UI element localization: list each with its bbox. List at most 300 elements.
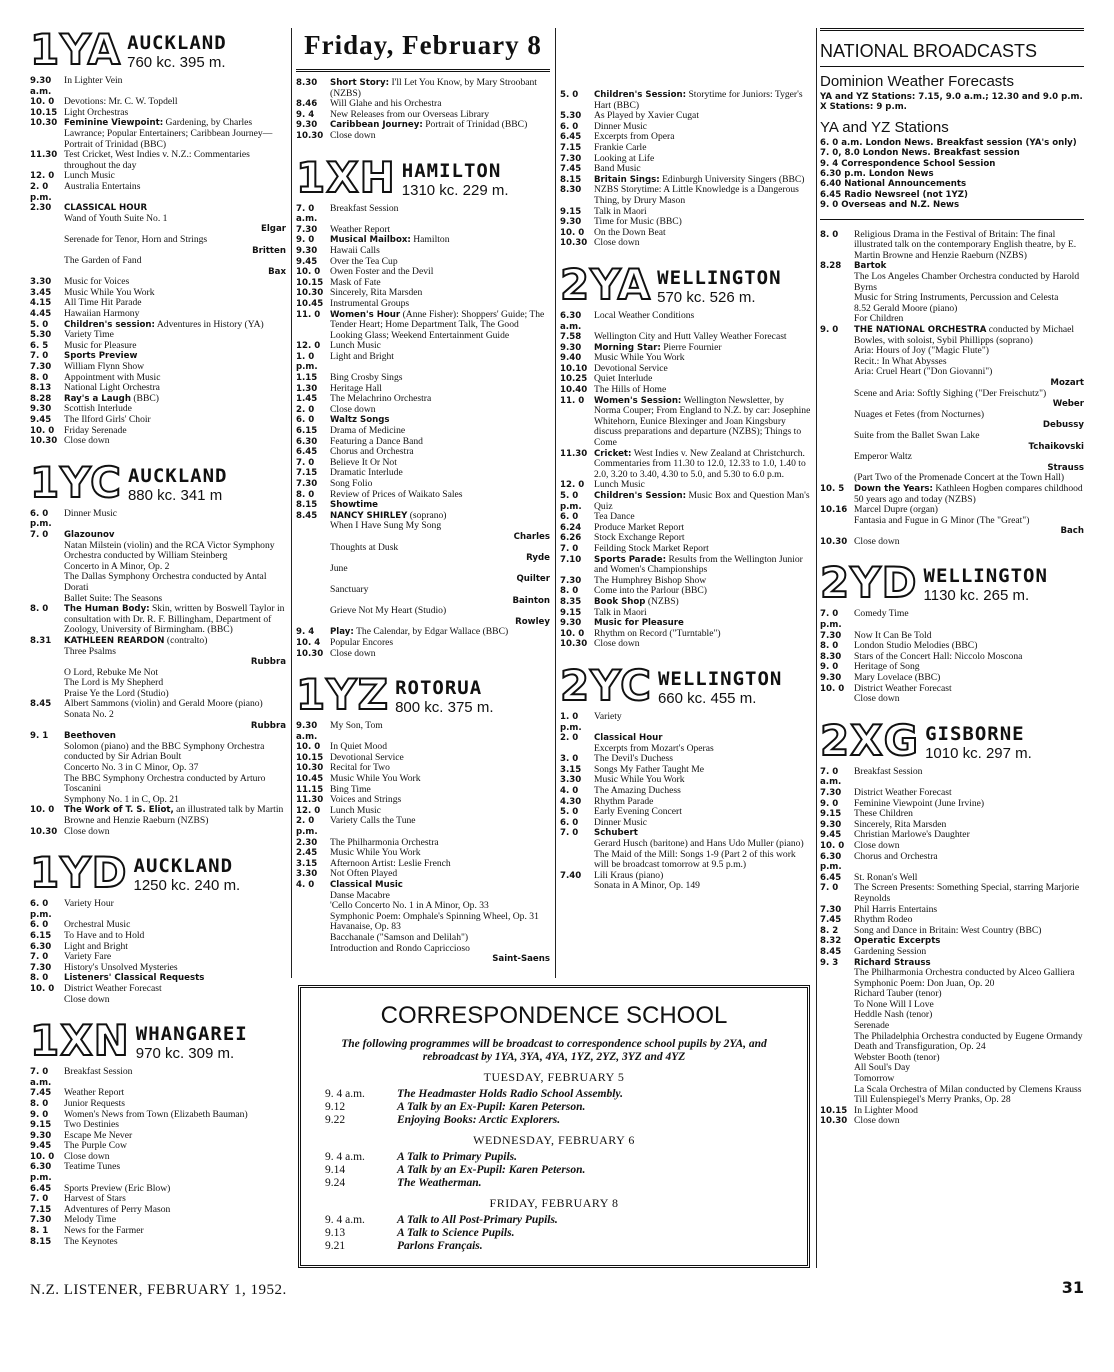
programme-row: [296, 310, 550, 342]
programme-text: [594, 608, 812, 619]
programme-row: [30, 182, 286, 203]
programme-time: 12. 0: [560, 480, 585, 491]
programme-time: [30, 647, 64, 668]
yayz-line: 9. 4 Correspondence School Session: [820, 158, 996, 169]
programme-detail: La Scala Orchestra of Milan conducted by Clemens Krauss: [854, 1083, 1082, 1095]
programme-time: [296, 933, 330, 944]
programme-text: [594, 639, 812, 650]
programme-row: [30, 214, 286, 235]
programme-time: [820, 1000, 854, 1011]
programme-detail: Feminine Viewpoint (June Irvine): [854, 797, 985, 809]
programme-detail: Drama of Medicine: [330, 425, 406, 437]
programme-time: [30, 562, 64, 573]
station-city: AUCKLAND: [133, 855, 234, 878]
programme-time: 3.45: [30, 287, 52, 298]
correspondence-item: [315, 1151, 793, 1164]
programme-text: [854, 852, 1084, 873]
programme-time: 7.30: [820, 904, 842, 915]
programme-detail: Mary Lovelace (BBC): [854, 672, 941, 684]
programme-row: [30, 118, 286, 150]
programme-detail: Scottish Interlude: [64, 403, 132, 415]
programme-detail: Devotional Service: [594, 362, 668, 374]
programme-detail: Comedy Time: [854, 608, 909, 620]
programme-title: The Work of T. S. Eliot,: [64, 805, 174, 816]
programme-detail: National Light Orchestra: [64, 382, 160, 394]
programme-detail: Close down: [64, 1150, 110, 1162]
station-city: GISBORNE: [925, 722, 1025, 745]
programme-row: [296, 204, 550, 225]
programme-title: Caribbean Journey:: [330, 120, 423, 131]
programme-time: 9.45: [820, 830, 842, 841]
programme-text: [330, 721, 550, 742]
programme-list: [560, 311, 812, 650]
station-1yz: [296, 670, 550, 965]
programme-time: 7.40: [560, 870, 582, 881]
programme-time: 4.15: [30, 298, 52, 309]
programme-text: [330, 352, 550, 373]
programme-time: 7.45: [560, 164, 582, 175]
programme-text: [854, 367, 1084, 388]
programme-time: 8. 0: [30, 1098, 49, 1109]
programme-row: [560, 311, 812, 332]
programme-detail: Wellington City and Hutt Valley Weather Forecast: [594, 331, 787, 343]
programme-time: 10.30: [296, 648, 324, 659]
programme-detail: Songs My Father Taught Me: [594, 763, 705, 775]
programme-text: [64, 572, 286, 593]
programme-time: 10.45: [296, 298, 324, 309]
programme-detail: Suite from the Ballet Swan Lake: [854, 429, 980, 441]
programme-time: 3.30: [30, 277, 52, 288]
programme-time: 12. 0: [296, 341, 321, 352]
column-2: [296, 28, 550, 965]
station-frequency: 800 kc. 375 m.: [395, 699, 494, 717]
programme-text: [854, 484, 1084, 505]
programme-detail: Rhythm Rodeo: [854, 914, 913, 926]
programme-time: [30, 763, 64, 774]
programme-row: [296, 564, 550, 585]
programme-time: 7.30: [296, 224, 318, 235]
column-rule: [291, 28, 292, 978]
programme-detail: Produce Market Report: [594, 521, 685, 533]
programme-detail: Three Psalms: [64, 645, 116, 657]
station-frequency: 660 kc. 455 m.: [657, 689, 757, 707]
programme-time: 10.15: [30, 107, 58, 118]
programme-detail: Breakfast Session: [330, 202, 399, 214]
programme-text: [64, 509, 286, 530]
programme-time: 11.30: [560, 448, 588, 459]
programme-title: Cricket:: [594, 448, 632, 459]
programme-time: 9. 1: [30, 731, 49, 742]
programme-time: [820, 1053, 854, 1064]
programme-detail: To None Will I Love: [854, 998, 934, 1010]
programme-time: 4. 0: [296, 880, 315, 890]
programme-row: [820, 484, 1084, 505]
programme-detail: Close down: [854, 839, 900, 851]
programme-time: [820, 516, 854, 537]
programme-text: [854, 694, 1084, 705]
programme-detail: On the Down Beat: [594, 226, 666, 238]
programme-time: [820, 1042, 854, 1053]
programme-time: 8.15: [296, 500, 318, 511]
correspondence-time: 9.12: [325, 1101, 346, 1113]
weather-line: X Stations: 9 p.m.: [820, 102, 907, 113]
programme-detail: The Lord is My Shepherd: [64, 677, 164, 689]
programme-detail: The Dallas Symphony Orchestra conducted by Antal Dorati: [64, 571, 267, 593]
programme-detail: Music Box and Question Man's Quiz: [594, 490, 810, 512]
programme-row: [820, 767, 1084, 788]
programme-time: 2.30: [30, 203, 52, 214]
programme-time: [820, 346, 854, 357]
programme-time: 8.13: [30, 383, 52, 394]
programme-title: Women's Session:: [594, 395, 682, 406]
programme-time: 7. 0: [820, 883, 839, 894]
programme-time: 11. 0: [296, 309, 321, 320]
programme-time: [820, 293, 854, 304]
programme-detail: Heritage Hall: [330, 382, 382, 394]
programme-detail: Lunch Music: [330, 340, 381, 352]
programme-detail: (NZBS): [647, 595, 679, 607]
programme-row: [560, 712, 812, 733]
programme-detail: Lunch Music: [594, 479, 645, 491]
correspondence-time: 9.24: [325, 1177, 346, 1189]
programme-time: [820, 1063, 854, 1074]
station-callsign: 1YZ: [296, 670, 390, 720]
programme-time: 10.45: [296, 774, 324, 785]
programme-detail: London Studio Melodies (BBC): [854, 640, 978, 652]
programme-time: [820, 452, 854, 473]
programme-time: [820, 1095, 854, 1106]
page-number: 31: [1061, 1278, 1084, 1297]
programme-detail: When I Have Sung My Song: [330, 520, 442, 532]
programme-text: [854, 926, 1084, 937]
programme-detail: Recital for Two: [330, 762, 390, 774]
programme-detail: Aria: Hours of Joy ("Magic Flute"): [854, 345, 989, 357]
correspondence-item: [315, 1177, 793, 1190]
programme-detail: Sincerely, Rita Marsden: [854, 818, 947, 830]
programme-time: [30, 572, 64, 593]
programme-detail: Adventures of Perry Mason: [64, 1203, 171, 1215]
programme-text: [64, 1162, 286, 1183]
programme-detail: Richard Tauber (tenor): [854, 988, 942, 1000]
programme-time: 5. 0: [30, 319, 49, 330]
programme-time: [30, 541, 64, 562]
programme-detail: Stock Exchange Report: [594, 532, 685, 544]
programme-time: [820, 367, 854, 388]
programme-title: Bartok: [854, 261, 887, 272]
programme-detail: Frankie Carle: [594, 141, 647, 153]
programme-time: 10.15: [296, 277, 324, 288]
programme-row: [820, 926, 1084, 937]
programme-composer: Bainton: [512, 595, 550, 606]
programme-text: [854, 325, 1084, 346]
programme-detail: Christian Marlowe's Daughter: [854, 829, 970, 841]
programme-row: [820, 1116, 1084, 1127]
programme-time: 7. 0: [30, 952, 49, 963]
programme-text: [64, 182, 286, 203]
programme-time: 8.30: [296, 78, 318, 88]
programme-detail: Feilding Stock Market Report: [594, 542, 709, 554]
station-continued: [296, 78, 550, 142]
programme-time: 10. 0: [30, 983, 55, 994]
programme-time: 7.45: [820, 915, 842, 926]
programme-time: 11.30: [30, 150, 58, 161]
programme-detail: Melody Time: [64, 1214, 116, 1226]
station-city: WHANGAREI: [135, 1023, 248, 1046]
programme-time: [30, 742, 64, 763]
programme-time: 6.15: [30, 930, 52, 941]
programme-detail: June: [330, 562, 348, 574]
programme-detail: Albert Sammons (violin) and Gerald Moore (piano): [64, 698, 263, 710]
programme-text: [64, 899, 286, 920]
programme-detail: Edinburgh University Singers (BBC): [662, 173, 805, 185]
programme-detail: Close down: [594, 237, 640, 249]
programme-detail: Band Music: [594, 163, 641, 175]
station-1xh: [296, 152, 550, 660]
programme-detail: The Devil's Duchess: [594, 753, 673, 765]
programme-list: [30, 1067, 286, 1247]
programme-detail: Sincerely, Rita Marsden: [330, 287, 423, 299]
correspondence-item: [315, 1240, 793, 1253]
programme-time: 6.45: [296, 447, 318, 458]
programme-title: Children's Session:: [594, 491, 687, 501]
programme-time: 5.30: [560, 111, 582, 122]
programme-time: [820, 1032, 854, 1043]
programme-detail: In Lighter Vein: [64, 75, 123, 86]
programme-text: [330, 405, 550, 416]
programme-text: [854, 516, 1084, 537]
programme-time: 9.45: [296, 256, 318, 267]
programme-time: 8.35: [560, 596, 582, 607]
programme-detail: Close down: [64, 993, 110, 1005]
station-info: [127, 464, 228, 504]
programme-time: 9. 3: [820, 957, 839, 968]
programme-time: [30, 214, 64, 235]
programme-time: 4. 0: [560, 786, 579, 797]
programme-time: 10.16: [820, 505, 848, 516]
programme-detail: 'Cello Concerto No. 1 in A Minor, Op. 33: [330, 900, 489, 912]
station-frequency: 1130 kc. 265 m.: [923, 587, 1030, 605]
correspondence-time: 9.13: [325, 1227, 346, 1239]
programme-detail: Teatime Tunes: [64, 1161, 121, 1173]
programme-text: [330, 649, 550, 660]
programme-detail: Review of Prices of Waikato Sales: [330, 488, 463, 500]
programme-time: 9. 0: [30, 1109, 49, 1120]
national-broadcasts-title: NATIONAL BROADCASTS: [820, 28, 1084, 67]
programme-detail: Popular Encores: [330, 636, 394, 648]
programme-detail: Afternoon Artist: Leslie French: [330, 857, 451, 869]
programme-detail: Fantasia and Fugue in G Minor (The "Great"): [854, 514, 1030, 526]
programme-time: 8. 1: [30, 1226, 49, 1237]
programme-detail: Wellington Newsletter, by Norma Couper; From England to N.Z. by car: Josephine Whitehorn, Eunice Blexinger and Joan Kingsbury discuss preparations and departure (NZBS); Things to Come: [594, 394, 811, 449]
programme-detail: District Weather Forecast: [854, 787, 952, 798]
programme-detail: Light Orchestras: [64, 106, 129, 118]
programme-row: [560, 608, 812, 619]
programme-list: [560, 90, 812, 249]
programme-title: The Human Body:: [64, 604, 150, 615]
programme-detail: Gerard Husch (baritone) and Hans Udo Muller (piano): [594, 838, 804, 850]
column-rule: [555, 28, 556, 978]
programme-time: [820, 272, 854, 293]
programme-time: [30, 774, 64, 795]
programme-time: 8. 0: [820, 229, 839, 240]
programme-time: 9.30: [560, 217, 582, 228]
programme-text: [330, 310, 550, 342]
correspondence-text: The Weatherman.: [397, 1177, 482, 1189]
programme-detail: Bing Crosby Sings: [330, 372, 403, 384]
programme-text: [64, 118, 286, 150]
programme-time: 10.10: [560, 363, 588, 374]
programme-detail: Australia Entertains: [64, 180, 141, 192]
programme-title: Children's Session:: [594, 90, 687, 100]
programme-time: [820, 389, 854, 410]
programme-composer: Mozart: [1050, 377, 1084, 388]
programme-time: 6.45: [560, 132, 582, 143]
programme-title: Sports Preview: [64, 351, 138, 362]
programme-time: 10.30: [30, 436, 58, 447]
programme-time: 8.46: [296, 99, 318, 110]
programme-composer: Rowley: [515, 616, 550, 627]
programme-text: [594, 185, 812, 206]
programme-detail: 8.52 Gerald Moore (piano): [854, 302, 958, 314]
programme-text: [330, 585, 550, 606]
programme-row: [30, 256, 286, 277]
station-info: [134, 857, 241, 893]
programme-detail: Heritage of Song: [854, 661, 920, 673]
programme-time: 8. 0: [30, 372, 49, 383]
programme-time: 8. 0: [30, 604, 49, 615]
weather-heading: Dominion Weather Forecasts: [820, 73, 1014, 90]
programme-time: 10.30: [296, 130, 324, 141]
programme-detail: The Garden of Fand: [64, 255, 142, 267]
programme-text: [594, 850, 812, 871]
programme-detail: Will Glahe and his Orchestra: [330, 98, 442, 110]
station-1ya: [30, 25, 286, 447]
programme-detail: Light and Bright: [330, 350, 394, 362]
programme-time: 10. 0: [296, 267, 321, 278]
programme-time: 7.58: [560, 332, 582, 343]
programme-detail: Lunch Music: [330, 804, 381, 816]
programme-time: [296, 585, 330, 606]
programme-list: [296, 78, 550, 142]
programme-detail: Marcel Dupre (organ): [854, 504, 938, 516]
programme-detail: Webster Booth (tenor): [854, 1051, 940, 1063]
station-city: WELLINGTON: [657, 667, 783, 690]
programme-time: 9.30: [30, 404, 52, 415]
programme-detail: Owen Foster and the Devil: [330, 266, 434, 278]
programme-detail: Storytime for Juniors: Tyger's Hart (BBC): [594, 89, 803, 111]
programme-title: Ray's a Laugh: [64, 393, 131, 404]
programme-detail: Portrait of Trinidad (BBC): [425, 119, 528, 131]
programme-detail: Serenade for Tenor, Horn and Strings: [64, 233, 208, 245]
correspondence-item: [315, 1227, 793, 1240]
programme-time: [296, 891, 330, 902]
programme-row: [296, 405, 550, 416]
programme-row: [30, 1162, 286, 1183]
programme-title: Women's Hour: [330, 309, 401, 320]
station-callsign: 1XH: [296, 152, 396, 202]
programme-row: [30, 710, 286, 731]
programme-time: [820, 410, 854, 431]
yayz-line: 6.30 p.m. London News: [820, 169, 934, 180]
programme-time: 7.15: [296, 468, 318, 479]
programme-text: [854, 230, 1084, 262]
programme-text: [594, 90, 812, 111]
station-city: HAMILTON: [401, 159, 502, 182]
programme-detail: Symphonic Poem: Don Juan, Op. 20: [854, 977, 995, 989]
programme-time: 10. 0: [30, 805, 55, 816]
programme-detail: Sonata No. 2: [64, 709, 114, 721]
programme-text: [64, 341, 286, 352]
programme-row: [820, 431, 1084, 452]
programme-title: Feminine Viewpoint:: [64, 118, 164, 129]
programme-time: 10. 5: [820, 483, 845, 494]
programme-time: 9.30 a.m.: [296, 721, 318, 742]
programme-detail: Skin, written by Boswell Taylor in consultation with Dr. R. F. Billingham, Department of Zoology, University of Birmingham. (BBC): [64, 603, 285, 636]
programme-detail: Dinner Music: [594, 120, 648, 132]
programme-detail: The Calendar, by Edgar Wallace (BBC): [356, 626, 509, 638]
programme-time: 7.30: [30, 1215, 52, 1226]
programme-row: [296, 543, 550, 564]
programme-detail: Music While You Work: [64, 286, 155, 298]
programme-time: 6.45: [30, 1183, 52, 1194]
programme-row: [560, 185, 812, 206]
programme-detail: Chorus and Orchestra: [854, 850, 938, 862]
programme-text: [64, 541, 286, 562]
programme-detail: Music for Pleasure: [64, 339, 137, 351]
programme-detail: Close down: [594, 638, 640, 650]
programme-detail: Close down: [330, 403, 376, 415]
programme-detail: Music for Voices: [64, 276, 130, 288]
station-callsign: 1YD: [30, 848, 128, 898]
programme-title: Play:: [330, 627, 354, 638]
programme-title: Operatic Excerpts: [854, 936, 941, 947]
programme-time: 7. 0 p.m.: [820, 609, 842, 631]
programme-time: 10. 0: [560, 227, 585, 238]
programme-text: [594, 818, 812, 829]
programme-row: [560, 90, 812, 111]
programme-time: 9.45: [30, 415, 52, 425]
programme-composer: Saint-Saens: [492, 954, 550, 965]
programme-row: [30, 541, 286, 562]
programme-list: [30, 76, 286, 447]
programme-time: 7. 0: [30, 529, 49, 540]
programme-detail: Excerpts from Opera: [594, 131, 675, 143]
programme-row: [820, 452, 1084, 473]
programme-row: [560, 396, 812, 449]
correspondence-day: TUESDAY, FEBRUARY 5: [483, 1070, 625, 1084]
programme-time: 8.28: [820, 261, 842, 272]
programme-text: [64, 235, 286, 256]
programme-composer: Charles: [513, 531, 550, 542]
programme-row: [30, 805, 286, 826]
correspondence-title: CORRESPONDENCE SCHOOL: [380, 1002, 728, 1029]
programme-row: [560, 818, 812, 829]
station-frequency: 1010 kc. 297 m.: [925, 744, 1032, 762]
programme-time: [820, 1010, 854, 1021]
programme-time: 3.30: [296, 869, 318, 880]
programme-detail: Solomon (piano) and the BBC Symphony Orchestra conducted by Sir Adrian Boult: [64, 740, 265, 763]
programme-detail: Hamilton: [413, 234, 450, 246]
programme-time: [820, 314, 854, 325]
programme-time: [30, 710, 64, 731]
correspondence-time: 9.21: [325, 1240, 346, 1252]
programme-row: [30, 1237, 286, 1248]
station-info: [395, 679, 493, 715]
correspondence-intro: The following programmes will be broadcast to correspondence school pupils by 2YA, and rebroadcast by 1YA, 3YA, 4YA, 1YZ, 2YZ, 3YZ and 4YZ: [341, 1038, 767, 1063]
programme-text: [64, 436, 286, 447]
programme-time: 2.30: [296, 837, 318, 848]
programme-text: [594, 881, 812, 892]
